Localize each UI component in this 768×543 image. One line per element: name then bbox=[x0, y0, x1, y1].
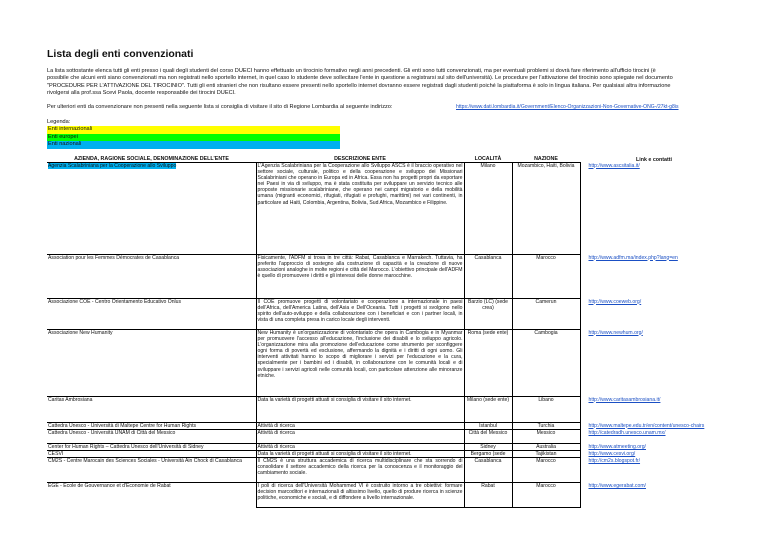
entity-description: Attività di ricerca bbox=[256, 444, 464, 451]
entity-name: Cattedra Unesco - Università di Maltepe Centre for Human Rights bbox=[47, 423, 256, 430]
entity-location: Bergamo (sede bbox=[464, 451, 512, 458]
table-row bbox=[47, 397, 728, 423]
entity-nation: Marocco bbox=[512, 255, 580, 299]
entity-nation: Australia bbox=[512, 444, 580, 451]
entity-nation: Camerun bbox=[512, 299, 580, 330]
entity-description: Data la varietà di progetti attuati si consiglia di visitare il sito internet. bbox=[256, 451, 464, 458]
legend-item-national: Enti nazionali bbox=[47, 141, 340, 149]
entity-link[interactable]: http://www.egerabat.com/ bbox=[588, 482, 646, 489]
entity-description: Attività di ricerca bbox=[256, 430, 464, 444]
entity-nation: Marocco bbox=[512, 483, 580, 508]
entity-location: Roma (sede ente) bbox=[464, 330, 512, 397]
entity-location: Città del Messico bbox=[464, 430, 512, 444]
entity-description: Attività di ricerca bbox=[256, 423, 464, 430]
entity-location: Casablanca bbox=[464, 458, 512, 483]
header-nation: NAZIONE bbox=[534, 156, 558, 162]
table-row bbox=[47, 451, 728, 458]
intro-line: possibile che alcuni enti siano convenzionati ma non registrati nello sportello internet, in quel caso lo studente deve sollecitare l'ente in questione a registrarsi sul sito dell'università). Le procedure per l'attivazione del tirocinio sono spiegate nel documento bbox=[47, 75, 673, 82]
entity-location: Milano bbox=[464, 163, 512, 255]
intro-line: rivolgersi alla prof.ssa Scevi Paola, docente responsabile dei tirocini DUECI. bbox=[47, 90, 236, 97]
entity-nation: Cambogia bbox=[512, 330, 580, 397]
entity-nation: Turchia bbox=[512, 423, 580, 430]
additional-entities-note: Per ulteriori enti da convenzionare non presenti nella seguente lista si consiglia di visitare il sito di Regione Lombardia al seguente indirizzo: bbox=[47, 104, 393, 110]
entity-link[interactable]: http://www.newhum.org/ bbox=[588, 329, 643, 336]
legend-item-european: Enti europei bbox=[47, 134, 340, 142]
regione-lombardia-link[interactable]: https://www.dati.lombardia.it/Government/Elenco-Organizzazioni-Non-Governative-ONG-/27kt-g8is bbox=[456, 104, 679, 110]
entity-nation: Tajikistan bbox=[512, 451, 580, 458]
entity-link[interactable]: http://catedradh.unesco.unam.mx/ bbox=[588, 429, 666, 436]
entity-description: Il CM2S è una struttura accademica di ricerca multidisciplinare che sta sorrendo di consolidare il settore accademico della ricerca per la conoscenza e il monitoraggio del cambiamento sociale. bbox=[256, 458, 464, 483]
entity-link[interactable]: http://www.caritasambrosiana.it/ bbox=[588, 396, 661, 403]
entity-description: Il COE promuove progetti di volontariato e cooperazione a internazionale in paesi dell'Africa, dell'America Latina, dell'Asia e Dell'Oceania. Tutti i progetti si svolgono nello spirito dell'auto-sviluppo e della collaborazione con i beneficiari e con i partner locali, in vista di una completa presa in carico locale degli interventi. bbox=[256, 299, 464, 330]
entity-description: New Humanity è un'organizzazione di volontariato che opera in Cambogia e in Myanmar per promuovere l'accesso all'educazione, l'inclusione dei disabili e lo sviluppo agricolo. L'organizzazione mira alla promozione dell'educazione come strumento per sconfiggere ogni forma di povertà ed esclusione, affermando la dignità e i diritti di ogni uomo. Gli interventi attivitati hanno lo scopo di migliorare i servizi per l'educazione e la cura, specialmente per i bambini ed i disabili, in collaborazione con le comunità locali e di sviluppare i servizi agricoli nelle comunità locali, con particolare attenzione alle minoranze etniche. bbox=[256, 330, 464, 397]
legend bbox=[47, 126, 340, 149]
header-links: Link e contatti bbox=[636, 156, 672, 163]
entity-description: L'Agenzia Scalabriniana per la Cooperazione allo Sviluppo ASCS è il braccio operativo nel settore sociale, culturale, politico e della cooperazione e sviluppo dei Missionari Scalabriniani che operano in Europa ed in Africa. Essa non ha progetti propri da esportare nei Paesi in via di sviluppo, ma è stata costituita per sviluppare un servizio tecnico alle proposte missionarie scalabriniane, che operano nei campi migratorio e della mobilità umana (migranti economici, rifugiati, rifugiati e profughi, marittimi) nei vari continenti, in particolare ad Haiti, Colombia, Argentina, Bolivia, Sud Africa, Mozambico e Filippine. bbox=[256, 163, 464, 255]
table-row bbox=[47, 299, 728, 330]
entity-name: Agenzia Scalabriniana per la Cooperazione allo Sviluppo bbox=[48, 163, 177, 169]
entity-location: Milano (sede ente) bbox=[464, 397, 512, 423]
entity-link[interactable]: http://www.adfm.ma/index.php?lang=en bbox=[588, 254, 678, 261]
table-row bbox=[47, 458, 728, 483]
entity-location: Barzio (LC) (sede crea) bbox=[464, 299, 512, 330]
legend-title: Legenda: bbox=[47, 119, 71, 125]
header-description: DESCRIZIONE ENTE bbox=[334, 156, 386, 162]
entity-name: CESVI bbox=[47, 451, 256, 458]
intro-line: La lista sottostante elenca tutti gli enti presso i quali degli studenti del corso DUECI hanno effettuato un tirocinio formativo negli anni precedenti. Gli enti sono tutti convenzionati, ma per eventuali problemi si dovrà fare riferimento all'ufficio tirocini (è bbox=[47, 68, 656, 74]
entity-link[interactable]: http://www.maltepe.edu.tr/en/content/unesco-chairs bbox=[588, 422, 705, 429]
entity-name: CM2S - Centre Marocain des Sciences Sociales - Università Ain Chock di Casablanca bbox=[47, 458, 256, 483]
table-row bbox=[47, 255, 728, 299]
entity-link[interactable]: http://www.atmeeting.org/ bbox=[588, 443, 646, 450]
intro-line: "PROCEDURE PER L'ATTIVAZIONE DEL TIROCINIO". Tutti gli enti stranieri che non risultano essere presenti nello sportello internet dovranno essere registrati dagli studenti poiché la piattaforma è solo in lingua italiana. Per qualsiasi altra informazione bbox=[47, 82, 671, 89]
entity-location: Sidney bbox=[464, 444, 512, 451]
entity-location: Rabat bbox=[464, 483, 512, 508]
entity-name: Associazione COE - Centro Orientamento Educativo Onlus bbox=[47, 299, 256, 330]
entity-name: Association pour les Femmes Démocrates de Casablanca bbox=[47, 255, 256, 299]
entity-nation: Marocco bbox=[512, 458, 580, 483]
entity-location: Casablanca bbox=[464, 255, 512, 299]
entity-link[interactable]: http://www.cesvi.org/ bbox=[588, 450, 636, 457]
table-row bbox=[47, 444, 728, 451]
legend-item-international: Enti internazionali bbox=[47, 126, 340, 134]
entity-link[interactable]: http://www.ascsitalia.it/ bbox=[588, 162, 640, 169]
table-row bbox=[47, 163, 728, 255]
entity-name: Associazione New Humanity bbox=[47, 330, 256, 397]
page-title: Lista degli enti convenzionati bbox=[47, 48, 194, 60]
entity-name: EGE - Ecole de Gouvernance et d'Economie de Rabat bbox=[47, 483, 256, 508]
entity-name: Cattedra Unesco - Università UNAM di Città del Messico bbox=[47, 430, 256, 444]
entities-table bbox=[47, 156, 728, 508]
entity-name: Caritas Ambrosiana bbox=[47, 397, 256, 423]
intro-paragraph bbox=[47, 68, 727, 98]
entity-description: Fisicamente, l'ADFM si trova in tre città: Rabat, Casablanca e Marrakech. Tuttavia, ha preferito l'approccio di sostegno alla costruzione di capacità e la creazione di nuove associazioni analoghe in molte regioni e città del Marocco. L'obiettivo principale dell'ADFM è quello di promuovere i diritti e gli interessi delle donne marocchine. bbox=[256, 255, 464, 299]
header-entity: AZIENDA, RAGIONE SOCIALE, DENOMINAZIONE DELL'ENTE bbox=[47, 156, 256, 163]
entity-location: Istanbul bbox=[464, 423, 512, 430]
entity-nation: Libano bbox=[512, 397, 580, 423]
entity-name: Center for Human Rights – Cattedra Unesco dell'Università di Sidney bbox=[47, 444, 256, 451]
entity-link[interactable]: http://cm2s.blogspot.fr/ bbox=[588, 457, 641, 464]
table-row bbox=[47, 430, 728, 444]
header-location: LOCALITÀ bbox=[474, 156, 502, 162]
entity-description: Data la varietà di progetti attuati si consiglia di visitare il sito internet. bbox=[256, 397, 464, 423]
entity-nation: Mozambico, Haiti, Bolivia bbox=[512, 163, 580, 255]
entity-description: I poli di ricerca dell'Università Mohammed VI è costruito intorno a tre obiettivi: formare decision marcoditori e internazionali di altissimo livello, quello di produre ricerca in scienze politiche, economiche e sociali, e di diffondere a livello internazionale. bbox=[256, 483, 464, 508]
entity-nation: Messico bbox=[512, 430, 580, 444]
table-row bbox=[47, 330, 728, 397]
table-row bbox=[47, 423, 728, 430]
entity-link[interactable]: http://www.coeweb.org/ bbox=[588, 298, 642, 305]
table-row bbox=[47, 483, 728, 508]
